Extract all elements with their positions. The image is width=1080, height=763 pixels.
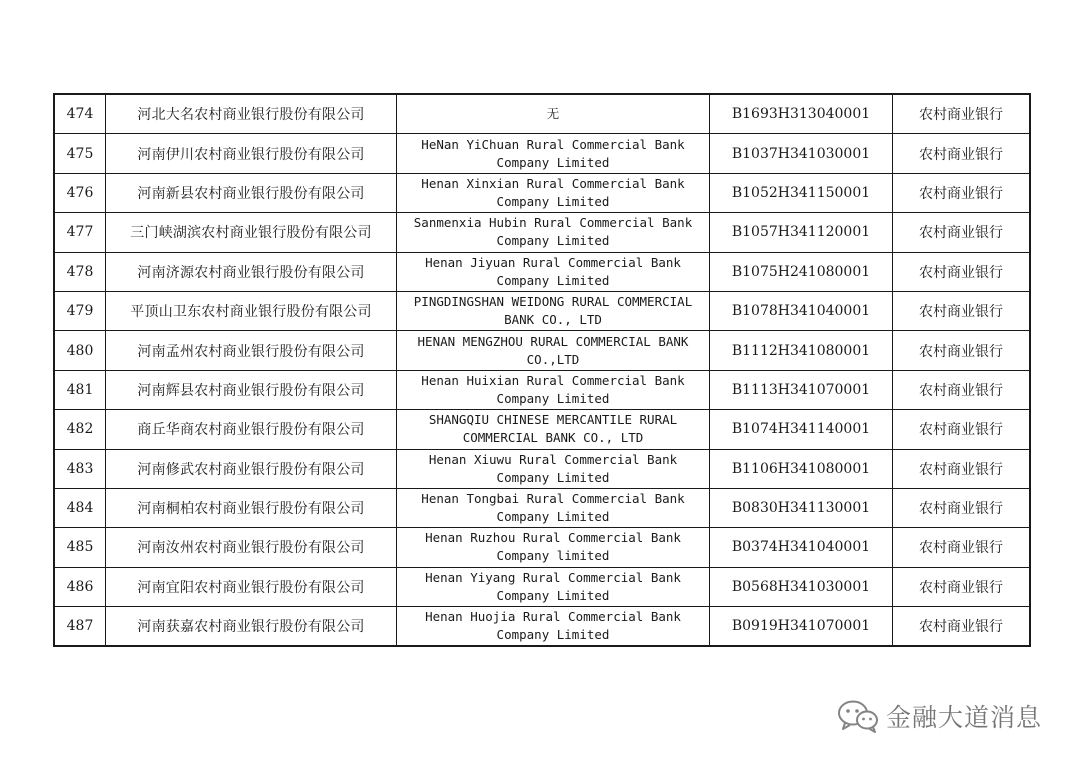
institution-code-text: B0374H341040001	[731, 539, 871, 556]
institution-type-cell	[893, 607, 1031, 647]
institution-type-cell	[893, 528, 1031, 567]
row-number-cell	[54, 213, 106, 252]
row-number-text: 477	[66, 224, 94, 241]
chinese-name-text: 河南汝州农村商业银行股份有限公司	[137, 540, 365, 557]
institution-type-text: 农村商业银行	[919, 501, 1003, 518]
institution-code-cell	[710, 134, 893, 173]
chinese-name-cell	[106, 449, 397, 488]
row-number-cell	[54, 331, 106, 370]
institution-type-cell	[893, 94, 1031, 134]
row-number-cell	[54, 370, 106, 409]
institution-code-cell	[710, 331, 893, 370]
chinese-name-text: 河北大名农村商业银行股份有限公司	[137, 107, 365, 124]
english-name-text: SHANGQIU CHINESE MERCANTILE RURAL COMMERCIAL BANK CO., LTD	[428, 412, 685, 446]
chinese-name-text: 河南新县农村商业银行股份有限公司	[137, 185, 365, 202]
english-name-cell	[397, 370, 710, 409]
institution-code-text: B1075H241080001	[731, 263, 871, 280]
table-row	[54, 410, 1030, 449]
english-name-text: Henan Tongbai Rural Commercial Bank Company Limited	[421, 491, 693, 525]
institution-code-text: B0568H341030001	[731, 578, 871, 595]
english-name-cell	[397, 213, 710, 252]
row-number-text: 485	[66, 539, 94, 556]
row-number-text: 475	[66, 145, 94, 162]
institution-type-text: 农村商业银行	[919, 579, 1003, 596]
row-number-cell	[54, 449, 106, 488]
chinese-name-text: 平顶山卫东农村商业银行股份有限公司	[130, 304, 372, 321]
english-name-cell	[397, 410, 710, 449]
chinese-name-cell	[106, 252, 397, 291]
english-name-text: Henan Jiyuan Rural Commercial Bank Company Limited	[425, 254, 689, 288]
institution-type-text: 农村商业银行	[919, 264, 1003, 281]
table-row	[54, 252, 1030, 291]
english-name-text: Henan Ruzhou Rural Commercial Bank Company limited	[425, 530, 689, 564]
table-row	[54, 449, 1030, 488]
row-number-text: 483	[66, 460, 94, 477]
watermark	[836, 694, 1042, 738]
row-number-cell	[54, 567, 106, 606]
institution-type-text: 农村商业银行	[919, 422, 1003, 439]
english-name-text: Henan Yiyang Rural Commercial Bank Company Limited	[425, 569, 689, 603]
institution-code-text: B1078H341040001	[731, 303, 871, 320]
institution-type-cell	[893, 449, 1031, 488]
chinese-name-cell	[106, 173, 397, 212]
chinese-name-cell	[106, 94, 397, 134]
institution-type-text: 农村商业银行	[919, 225, 1003, 242]
row-number-text: 480	[66, 342, 94, 359]
row-number-text: 474	[66, 106, 94, 123]
chinese-name-text: 河南修武农村商业银行股份有限公司	[137, 461, 365, 478]
chinese-name-cell	[106, 370, 397, 409]
institution-type-cell	[893, 213, 1031, 252]
chinese-name-cell	[106, 567, 397, 606]
english-name-text: 无	[546, 106, 560, 122]
institution-code-text: B1112H341080001	[731, 342, 871, 359]
table-row	[54, 331, 1030, 370]
institution-type-cell	[893, 252, 1031, 291]
table-row	[54, 94, 1030, 134]
row-number-cell	[54, 252, 106, 291]
english-name-cell	[397, 252, 710, 291]
row-number-text: 478	[66, 263, 94, 280]
row-number-text: 481	[66, 381, 94, 398]
bank-table	[53, 93, 1031, 647]
row-number-cell	[54, 134, 106, 173]
institution-code-text: B0830H341130001	[731, 500, 871, 517]
institution-code-cell	[710, 94, 893, 134]
table-row	[54, 567, 1030, 606]
english-name-cell	[397, 134, 710, 173]
institution-code-cell	[710, 291, 893, 330]
institution-code-text: B1113H341070001	[731, 381, 871, 398]
institution-type-text: 农村商业银行	[919, 146, 1003, 163]
institution-code-text: B1037H341030001	[731, 145, 871, 162]
english-name-cell	[397, 173, 710, 212]
institution-code-cell	[710, 213, 893, 252]
english-name-cell	[397, 94, 710, 134]
bank-table-body	[54, 94, 1030, 646]
institution-code-cell	[710, 449, 893, 488]
table-row	[54, 488, 1030, 527]
english-name-text: HeNan YiChuan Rural Commercial Bank Company Limited	[421, 136, 693, 170]
english-name-text: Henan Xiuwu Rural Commercial Bank Company Limited	[428, 451, 685, 485]
row-number-text: 476	[66, 184, 94, 201]
institution-code-text: B0919H341070001	[731, 618, 871, 635]
institution-code-text: B1057H341120001	[731, 224, 871, 241]
chinese-name-cell	[106, 291, 397, 330]
english-name-cell	[397, 528, 710, 567]
institution-code-cell	[710, 488, 893, 527]
english-name-text: Henan Huixian Rural Commercial Bank Company Limited	[421, 372, 693, 406]
institution-code-text: B1106H341080001	[731, 460, 871, 477]
chinese-name-cell	[106, 331, 397, 370]
row-number-cell	[54, 488, 106, 527]
row-number-cell	[54, 173, 106, 212]
institution-type-cell	[893, 567, 1031, 606]
chinese-name-cell	[106, 488, 397, 527]
institution-type-cell	[893, 134, 1031, 173]
english-name-text: PINGDINGSHAN WEIDONG RURAL COMMERCIAL BANK CO., LTD	[413, 294, 700, 328]
institution-type-cell	[893, 173, 1031, 212]
institution-code-cell	[710, 567, 893, 606]
institution-type-text: 农村商业银行	[919, 540, 1003, 557]
row-number-cell	[54, 291, 106, 330]
chinese-name-text: 河南济源农村商业银行股份有限公司	[137, 264, 365, 281]
chinese-name-cell	[106, 410, 397, 449]
table-row	[54, 173, 1030, 212]
chinese-name-cell	[106, 528, 397, 567]
institution-type-text: 农村商业银行	[919, 461, 1003, 478]
table-row	[54, 607, 1030, 647]
institution-code-text: B1693H313040001	[731, 106, 871, 123]
english-name-text: Henan Xinxian Rural Commercial Bank Company Limited	[421, 175, 693, 209]
english-name-cell	[397, 291, 710, 330]
institution-code-cell	[710, 370, 893, 409]
institution-type-text: 农村商业银行	[919, 382, 1003, 399]
chinese-name-cell	[106, 213, 397, 252]
table-row	[54, 291, 1030, 330]
row-number-text: 487	[66, 618, 94, 635]
chinese-name-text: 商丘华商农村商业银行股份有限公司	[137, 422, 365, 439]
row-number-cell	[54, 410, 106, 449]
institution-code-cell	[710, 607, 893, 647]
english-name-cell	[397, 331, 710, 370]
institution-type-text: 农村商业银行	[919, 107, 1003, 124]
table-row	[54, 528, 1030, 567]
table-row	[54, 370, 1030, 409]
institution-type-cell	[893, 331, 1031, 370]
row-number-cell	[54, 607, 106, 647]
row-number-text: 479	[66, 303, 94, 320]
institution-code-cell	[710, 410, 893, 449]
table-row	[54, 213, 1030, 252]
row-number-text: 482	[66, 421, 94, 438]
english-name-cell	[397, 488, 710, 527]
row-number-text: 484	[66, 500, 94, 517]
chinese-name-cell	[106, 134, 397, 173]
english-name-cell	[397, 607, 710, 647]
institution-type-cell	[893, 488, 1031, 527]
wechat-icon	[836, 698, 880, 734]
chinese-name-cell	[106, 607, 397, 647]
institution-type-cell	[893, 370, 1031, 409]
row-number-text: 486	[66, 578, 94, 595]
chinese-name-text: 三门峡湖滨农村商业银行股份有限公司	[130, 225, 372, 242]
chinese-name-text: 河南孟州农村商业银行股份有限公司	[137, 343, 365, 360]
chinese-name-text: 河南获嘉农村商业银行股份有限公司	[137, 619, 365, 636]
institution-code-cell	[710, 528, 893, 567]
english-name-cell	[397, 449, 710, 488]
institution-code-text: B1052H341150001	[731, 184, 871, 201]
english-name-text: HENAN MENGZHOU RURAL COMMERCIAL BANK CO.,LTD	[417, 333, 696, 367]
chinese-name-text: 河南宜阳农村商业银行股份有限公司	[137, 579, 365, 596]
row-number-cell	[54, 94, 106, 134]
english-name-text: Sanmenxia Hubin Rural Commercial Bank Company Limited	[413, 215, 700, 249]
english-name-cell	[397, 567, 710, 606]
institution-code-text: B1074H341140001	[731, 421, 871, 438]
table-row	[54, 134, 1030, 173]
institution-type-text: 农村商业银行	[919, 343, 1003, 360]
english-name-text: Henan Huojia Rural Commercial Bank Company Limited	[425, 609, 689, 643]
chinese-name-text: 河南伊川农村商业银行股份有限公司	[137, 146, 365, 163]
institution-code-cell	[710, 173, 893, 212]
chinese-name-text: 河南辉县农村商业银行股份有限公司	[137, 382, 365, 399]
institution-type-cell	[893, 410, 1031, 449]
institution-type-text: 农村商业银行	[919, 185, 1003, 202]
institution-type-text: 农村商业银行	[919, 619, 1003, 636]
row-number-cell	[54, 528, 106, 567]
watermark-text: 金融大道消息	[886, 703, 1043, 732]
institution-code-cell	[710, 252, 893, 291]
institution-type-text: 农村商业银行	[919, 304, 1003, 321]
chinese-name-text: 河南桐柏农村商业银行股份有限公司	[137, 501, 365, 518]
institution-type-cell	[893, 291, 1031, 330]
